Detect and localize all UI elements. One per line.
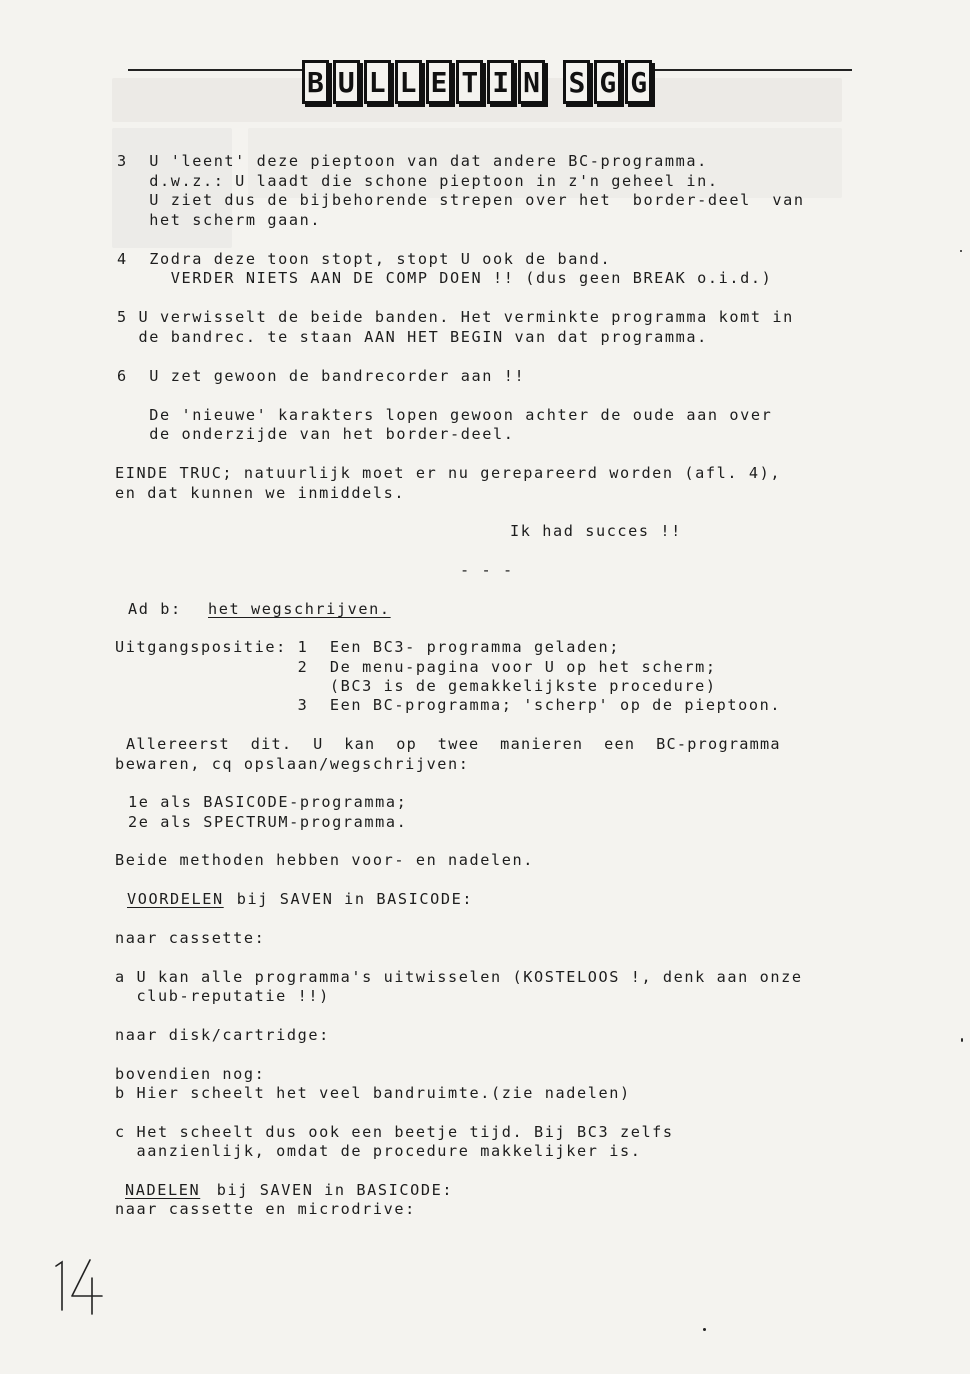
text-line: bij SAVEN in BASICODE:: [206, 1181, 454, 1199]
text-line: 2 De menu-pagina voor U op het scherm;: [115, 658, 717, 676]
separator-dashes: - - -: [460, 561, 514, 579]
text-line: Allereerst dit. U kan op twee manieren een BC-programma: [126, 735, 781, 753]
masthead-title: [302, 58, 652, 106]
masthead-letter: U: [333, 60, 360, 104]
text-line: 6 U zet gewoon de bandrecorder aan !!: [117, 367, 526, 385]
section-heading: het wegschrijven.: [208, 600, 391, 618]
text-line: Beide methoden hebben voor- en nadelen.: [115, 851, 535, 869]
speck: [703, 1328, 706, 1331]
text-line: 3 Een BC-programma; 'scherp' op de pieptoon.: [115, 696, 782, 714]
masthead-letter: G: [594, 60, 621, 104]
masthead-letter: E: [426, 60, 453, 104]
text-line: en dat kunnen we inmiddels.: [115, 484, 406, 502]
masthead-letter: G: [625, 60, 652, 104]
text-line: U ziet dus de bijbehorende strepen over het border-deel van: [117, 191, 805, 209]
text-line: c Het scheelt dus ook een beetje tijd. Bij BC3 zelfs: [115, 1123, 674, 1141]
section-heading: VOORDELEN: [127, 890, 224, 908]
text-line: De 'nieuwe' karakters lopen gewoon achter de oude aan over: [117, 406, 773, 424]
masthead-letter: L: [364, 60, 391, 104]
text-line: aanzienlijk, omdat de procedure makkelijker is.: [115, 1142, 642, 1160]
section-heading: NADELEN: [125, 1181, 201, 1199]
text-line: 1e als BASICODE-programma;: [128, 793, 408, 811]
text-line: 2e als SPECTRUM-programma.: [128, 813, 408, 831]
text-line: het scherm gaan.: [117, 211, 322, 229]
masthead-rule-right: [652, 69, 852, 71]
text-line: de onderzijde van het border-deel.: [117, 425, 515, 443]
text-line: d.w.z.: U laadt die schone pieptoon in z'n geheel in.: [117, 172, 719, 190]
text-line: bewaren, cq opslaan/wegschrijven:: [115, 755, 470, 773]
masthead-letter: I: [487, 60, 514, 104]
text-line: 3 U 'leent' deze pieptoon van dat andere BC-programma.: [117, 152, 708, 170]
text-line: b Hier scheelt het veel bandruimte.(zie nadelen): [115, 1084, 631, 1102]
masthead-letter: N: [518, 60, 545, 104]
masthead-spacer: [549, 60, 559, 104]
text-line: bij SAVEN in BASICODE:: [226, 890, 474, 908]
text-line: Ik had succes !!: [510, 522, 682, 540]
text-line: club-reputatie !!): [115, 987, 330, 1005]
text-line: a U kan alle programma's uitwisselen (KOSTELOOS !, denk aan onze: [115, 968, 803, 986]
section-label: Ad b:: [128, 600, 182, 618]
speck: [961, 1038, 963, 1042]
text-line: naar disk/cartridge:: [115, 1026, 330, 1044]
text-line: bovendien nog:: [115, 1065, 266, 1083]
masthead-letter: B: [302, 60, 329, 104]
text-line: (BC3 is de gemakkelijkste procedure): [115, 677, 717, 695]
masthead-rule-left: [128, 69, 302, 71]
text-line: 5 U verwisselt de beide banden. Het verminkte programma komt in: [117, 308, 794, 326]
text-line: VERDER NIETS AAN DE COMP DOEN !! (dus geen BREAK o.i.d.): [117, 269, 773, 287]
text-line: naar cassette en microdrive:: [115, 1200, 416, 1218]
masthead-letter: T: [456, 60, 483, 104]
speck: [960, 250, 962, 252]
text-line: EINDE TRUC; natuurlijk moet er nu gerepareerd worden (afl. 4),: [115, 464, 782, 482]
masthead-letter: L: [395, 60, 422, 104]
text-line: naar cassette:: [115, 929, 266, 947]
text-line: 4 Zodra deze toon stopt, stopt U ook de band.: [117, 250, 612, 268]
text-line: Uitgangspositie: 1 Een BC3- programma geladen;: [115, 638, 620, 656]
text-line: de bandrec. te staan AAN HET BEGIN van dat programma.: [117, 328, 708, 346]
page-number: [50, 1258, 110, 1318]
masthead-letter: S: [563, 60, 590, 104]
